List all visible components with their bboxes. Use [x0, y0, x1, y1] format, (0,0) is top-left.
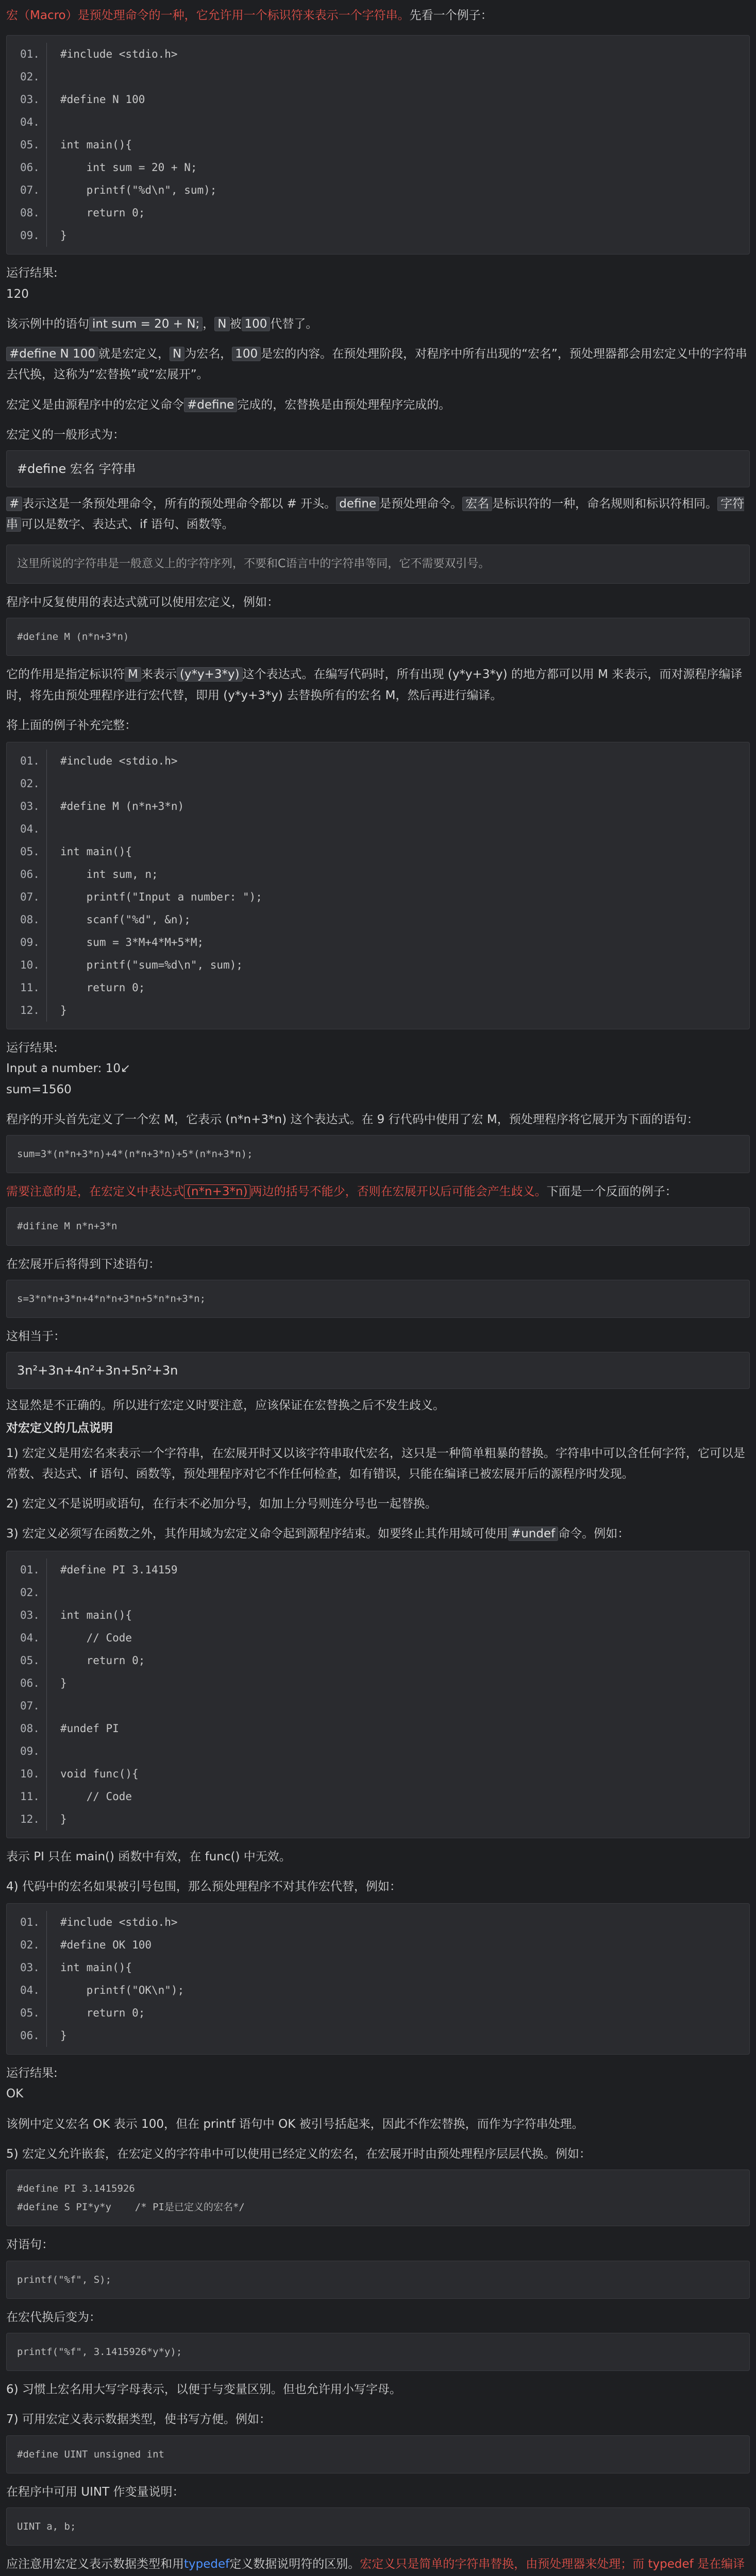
- code-line: [14, 1558, 742, 1581]
- note-7: 7) 可用宏定义表示数据类型，使书写方便。例如：: [6, 2413, 271, 2427]
- line-number: 01.: [14, 750, 47, 772]
- code-text: }: [60, 1004, 67, 1017]
- code-line: [14, 772, 742, 795]
- result-line-2: sum=1560: [6, 1082, 72, 1096]
- code-text: printf("OK\n");: [60, 1984, 184, 1997]
- inline-code: 100: [242, 317, 271, 331]
- code-text: [47, 772, 60, 795]
- line-number: 02.: [14, 1934, 47, 1956]
- repeat-lead: 程序中反复使用的表达式就可以使用宏定义，例如：: [6, 596, 279, 609]
- line-number: 06.: [14, 1672, 47, 1694]
- line-number: 03.: [14, 88, 47, 111]
- code-line: [14, 1740, 742, 1762]
- code-line: [14, 818, 742, 840]
- line-number: 08.: [14, 1717, 47, 1740]
- code-line: [14, 999, 742, 1022]
- explain-paragraph-2: #define N 100 就是宏定义， N 为宏名， 100 是宏的内容。在预处理阶段，对程序中所有出现的“宏名”，预处理器都会用宏定义中的字符串去代换，这称为“宏替换”或“宏展开”。: [6, 347, 747, 382]
- code-line: [14, 1717, 742, 1740]
- code-block-1: [6, 35, 750, 255]
- code-line: [14, 840, 742, 863]
- line-number: 02.: [14, 65, 47, 88]
- code-uint-use: UINT a, b;: [6, 2507, 750, 2546]
- code-line: [14, 1785, 742, 1808]
- inline-code: #define N 100: [6, 347, 98, 361]
- line-number: 06.: [14, 863, 47, 886]
- form-description: # 表示这是一条预处理命令，所有的预处理命令都以 # 开头。 define 是预处理命令。 宏名 是标识符的一种，命名规则和标识符相同。 字符串 可以是数字、表达式、if 语句、函数等。: [6, 497, 745, 532]
- result-line-1: Input a number: 10↙: [6, 1062, 131, 1076]
- code-text: return 0;: [60, 981, 145, 994]
- code-line: [14, 908, 742, 931]
- complete-lead: 将上面的例子补充完整：: [6, 718, 137, 732]
- line-number: 05.: [14, 840, 47, 863]
- line-number: 07.: [14, 886, 47, 908]
- inline-code: N: [170, 347, 184, 361]
- line-number: 04.: [14, 111, 47, 133]
- line-number: 09.: [14, 224, 47, 247]
- code-text: #define PI 3.14159: [60, 1563, 178, 1576]
- code-text: int main(){: [60, 1608, 132, 1621]
- code-text: return 0;: [60, 207, 145, 219]
- typedef-link[interactable]: typedef: [184, 2557, 230, 2571]
- inline-code: (n*n+3*n): [184, 1184, 250, 1199]
- code-text: #include <stdio.h>: [60, 755, 178, 768]
- code-line: [14, 224, 742, 247]
- result-label: 运行结果:: [6, 2066, 58, 2080]
- line-number: 10.: [14, 954, 47, 976]
- code-text: printf("%d\n", sum);: [60, 184, 217, 197]
- code-bad-define: #difine M n*n+3*n: [6, 1207, 750, 1245]
- line-number: 12.: [14, 999, 47, 1022]
- code-line: [14, 1581, 742, 1604]
- code-line: [14, 1694, 742, 1717]
- code-line: [14, 1956, 742, 1979]
- intro-macro-definition: 宏（Macro）是预处理命令的一种，它允许用一个标识符来表示一个字符串。: [6, 9, 410, 22]
- code-line: [14, 976, 742, 999]
- code-text: return 0;: [60, 1654, 145, 1667]
- line-number: 10.: [14, 1762, 47, 1785]
- code-text: int main(){: [60, 1961, 132, 1974]
- line-number: 08.: [14, 908, 47, 931]
- code-text: int sum, n;: [60, 868, 158, 881]
- code-line: [14, 1626, 742, 1649]
- code-line: [14, 1649, 742, 1672]
- code-line: [14, 1672, 742, 1694]
- code-text: int main(){: [60, 845, 132, 858]
- result-value: 120: [6, 287, 29, 301]
- m-description: 它的作用是指定标识符 M 来表示 (y*y+3*y) 这个表达式。在编写代码时，所有出现 (y*y+3*y) 的地方都可以用 M 来表示，而对源程序编译时，将先由预处理程序进行宏代替，即用 (y*y+3*y) 去替换所有的宏名 M，然后再进行编译。: [6, 668, 743, 702]
- equiv-description: 这显然是不正确的。所以进行宏定义时要注意，应该保证在宏替换之后不发生歧义。: [6, 1399, 445, 1413]
- result-label: 运行结果:: [6, 266, 58, 280]
- line-number: 01.: [14, 43, 47, 65]
- notes-heading: 对宏定义的几点说明: [6, 1421, 113, 1435]
- line-number: 03.: [14, 795, 47, 818]
- explain-paragraph-3: 宏定义是由源程序中的宏定义命令 #define 完成的，宏替换是由预处理程序完成的。: [6, 398, 451, 412]
- line-number: 11.: [14, 976, 47, 999]
- code-text: int main(){: [60, 139, 132, 151]
- stmt-lead: 对语句：: [6, 2238, 54, 2252]
- line-number: 02.: [14, 1581, 47, 1604]
- note-1: 1) 宏定义是用宏名来表示一个字符串，在宏展开时又以该字符串取代宏名，这只是一种简单粗暴的替换。字符串中可以含任何字符，它可以是常数、表达式、if 语句、函数等，预处理程序对它不作任何检查，如有错误，只能在编译已被宏展开后的源程序时发现。: [6, 1446, 745, 1481]
- code-line: [14, 65, 742, 88]
- line-number: 04.: [14, 1979, 47, 2002]
- inline-code: N: [214, 317, 229, 331]
- line-number: 05.: [14, 133, 47, 156]
- code-define-m: #define M (n*n+3*n): [6, 618, 750, 656]
- line-number: 04.: [14, 1626, 47, 1649]
- code-line: [14, 931, 742, 954]
- code-text: }: [60, 2029, 67, 2042]
- code-line: [14, 133, 742, 156]
- code-text: }: [60, 1812, 67, 1825]
- code-text: [47, 111, 60, 133]
- code-line: [14, 43, 742, 65]
- code-line: [14, 201, 742, 224]
- line-number: 01.: [14, 1558, 47, 1581]
- code-line: [14, 795, 742, 818]
- intro-example-lead: 先看一个例子：: [409, 9, 493, 22]
- result-1: [6, 263, 750, 304]
- inline-code: M: [125, 667, 141, 682]
- code-text: [47, 818, 60, 840]
- line-number: 12.: [14, 1808, 47, 1831]
- code-text: #include <stdio.h>: [60, 1916, 178, 1929]
- code-line: [14, 156, 742, 179]
- ok-explain: 该例中定义宏名 OK 表示 100，但在 printf 语句中 OK 被引号括起来，因此不作宏替换，而作为字符串处理。: [6, 2117, 584, 2131]
- form-lead: 宏定义的一般形式为：: [6, 428, 125, 442]
- code-text: printf("sum=%d\n", sum);: [60, 959, 243, 972]
- code-line: [14, 2024, 742, 2047]
- code-text: // Code: [60, 1790, 132, 1803]
- line-number: 06.: [14, 156, 47, 179]
- code-after: printf("%f", 3.1415926*y*y);: [6, 2333, 750, 2371]
- explain-paragraph-1: 该示例中的语句 int sum = 20 + N; ， N 被 100 代替了。: [6, 317, 318, 331]
- inline-code: 字符串: [6, 497, 745, 532]
- pi-scope: 表示 PI 只在 main() 函数中有效，在 func() 中无效。: [6, 1850, 291, 1863]
- inline-code: define: [336, 497, 379, 511]
- code-block-3: [6, 1551, 750, 1838]
- code-uint: #define UINT unsigned int: [6, 2435, 750, 2473]
- line-number: 07.: [14, 179, 47, 201]
- code-text: [47, 1694, 60, 1717]
- code-nest: #define PI 3.1415926 #define S PI*y*y /* PI是已定义的宏名*/: [6, 2170, 750, 2226]
- line-number: 06.: [14, 2024, 47, 2047]
- line-number: 04.: [14, 818, 47, 840]
- line-number: 09.: [14, 1740, 47, 1762]
- note-6: 6) 习惯上宏名用大写字母表示，以便于与变量区别。但也允许用小写字母。: [6, 2383, 401, 2396]
- inline-code: 100: [232, 347, 261, 361]
- note-quote: 这里所说的字符串是一般意义上的字符序列，不要和C语言中的字符串等同，它不需要双引号。: [6, 545, 750, 584]
- code-text: #undef PI: [60, 1722, 119, 1735]
- result-2: [6, 1038, 750, 1100]
- code-text: #define OK 100: [60, 1939, 152, 1952]
- line-number: 09.: [14, 931, 47, 954]
- code-line: [14, 2002, 742, 2024]
- code-text: #define N 100: [60, 93, 145, 106]
- note-4: 4) 代码中的宏名如果被引号包围，那么预处理程序不对其作宏代替，例如：: [6, 1879, 401, 1893]
- line-number: 03.: [14, 1604, 47, 1626]
- code-text: return 0;: [60, 2007, 145, 2020]
- code-text: sum = 3*M+4*M+5*M;: [60, 936, 204, 949]
- code-line: [14, 1604, 742, 1626]
- code-line: [14, 1808, 742, 1831]
- warning-paragraph: 需要注意的是，在宏定义中表达式 (n*n+3*n) 两边的括号不能少，否则在宏展开以后可能会产生歧义。下面是一个反面的例子：: [6, 1185, 677, 1199]
- code-bad-expand: s=3*n*n+3*n+4*n*n+3*n+5*n*n+3*n;: [6, 1280, 750, 1318]
- code-line: [14, 88, 742, 111]
- uint-use-lead: 在程序中可用 UINT 作变量说明：: [6, 2485, 184, 2499]
- code-text: [47, 1740, 60, 1762]
- code-stmt: printf("%f", S);: [6, 2261, 750, 2299]
- code-text: [47, 65, 60, 88]
- code-line: [14, 1934, 742, 1956]
- note-2: 2) 宏定义不是说明或语句，在行末不必加分号，如加上分号则连分号也一起替换。: [6, 1497, 437, 1511]
- note-5: 5) 宏定义允许嵌套，在宏定义的字符串中可以使用已经定义的宏名，在宏展开时由预处理程序层层代换。例如：: [6, 2147, 591, 2161]
- line-number: 08.: [14, 201, 47, 224]
- code-line: [14, 111, 742, 133]
- result-label: 运行结果:: [6, 1041, 58, 1055]
- code-text: printf("Input a number: ");: [60, 891, 262, 904]
- code-line: [14, 1979, 742, 2002]
- code-line: [14, 1762, 742, 1785]
- code-line: [14, 750, 742, 772]
- result-value: OK: [6, 2087, 24, 2101]
- code-line: [14, 886, 742, 908]
- code-text: [47, 1581, 60, 1604]
- typedef-paragraph: 应注意用宏定义表示数据类型和用typedef定义数据说明符的区别。宏定义只是简单的字符串替换，由预处理器来处理；而 typedef 是在编译: [6, 2557, 745, 2571]
- note-3: 3) 宏定义必须写在函数之外，其作用域为宏定义命令起到源程序结束。如要终止其作用域可使用 #undef 命令。例如：: [6, 1527, 630, 1541]
- code-text: scanf("%d", &n);: [60, 913, 191, 926]
- inline-code: (y*y+3*y): [177, 667, 243, 682]
- intro-paragraph: [6, 5, 750, 26]
- code-text: #define M (n*n+3*n): [60, 800, 184, 813]
- code-line: [14, 1911, 742, 1934]
- code-text: void func(){: [60, 1767, 139, 1780]
- equiv-lead: 这相当于：: [6, 1329, 65, 1343]
- bad-expand-lead: 在宏展开后将得到下述语句：: [6, 1257, 160, 1271]
- code-line: [14, 954, 742, 976]
- code-line: [14, 179, 742, 201]
- code-text: #include <stdio.h>: [60, 48, 178, 61]
- inline-code: #define: [184, 398, 237, 412]
- result-4: [6, 2063, 750, 2105]
- form-box: #define 宏名 字符串: [6, 450, 750, 487]
- after-lead: 在宏代换后变为：: [6, 2310, 101, 2324]
- equiv-box: 3n²+3n+4n²+3n+5n²+3n: [6, 1352, 750, 1389]
- inline-code: #undef: [508, 1527, 558, 1541]
- code-text: }: [60, 1676, 67, 1689]
- inline-code: #: [6, 497, 22, 511]
- code-block-2: [6, 742, 750, 1029]
- code-text: }: [60, 229, 67, 242]
- m-expand-paragraph: 程序的开头首先定义了一个宏 M，它表示 (n*n+3*n) 这个表达式。在 9 行代码中使用了宏 M，预处理程序将它展开为下面的语句：: [6, 1112, 699, 1126]
- code-text: // Code: [60, 1631, 132, 1644]
- code-line: [14, 863, 742, 886]
- line-number: 05.: [14, 2002, 47, 2024]
- code-block-4: [6, 1903, 750, 2055]
- inline-code: int sum = 20 + N;: [89, 317, 203, 331]
- line-number: 01.: [14, 1911, 47, 1934]
- code-expand: sum=3*(n*n+3*n)+4*(n*n+3*n)+5*(n*n+3*n);: [6, 1135, 750, 1173]
- line-number: 02.: [14, 772, 47, 795]
- line-number: 11.: [14, 1785, 47, 1808]
- line-number: 07.: [14, 1694, 47, 1717]
- line-number: 05.: [14, 1649, 47, 1672]
- code-text: int sum = 20 + N;: [60, 161, 197, 174]
- inline-code: 宏名: [462, 497, 492, 511]
- line-number: 03.: [14, 1956, 47, 1979]
